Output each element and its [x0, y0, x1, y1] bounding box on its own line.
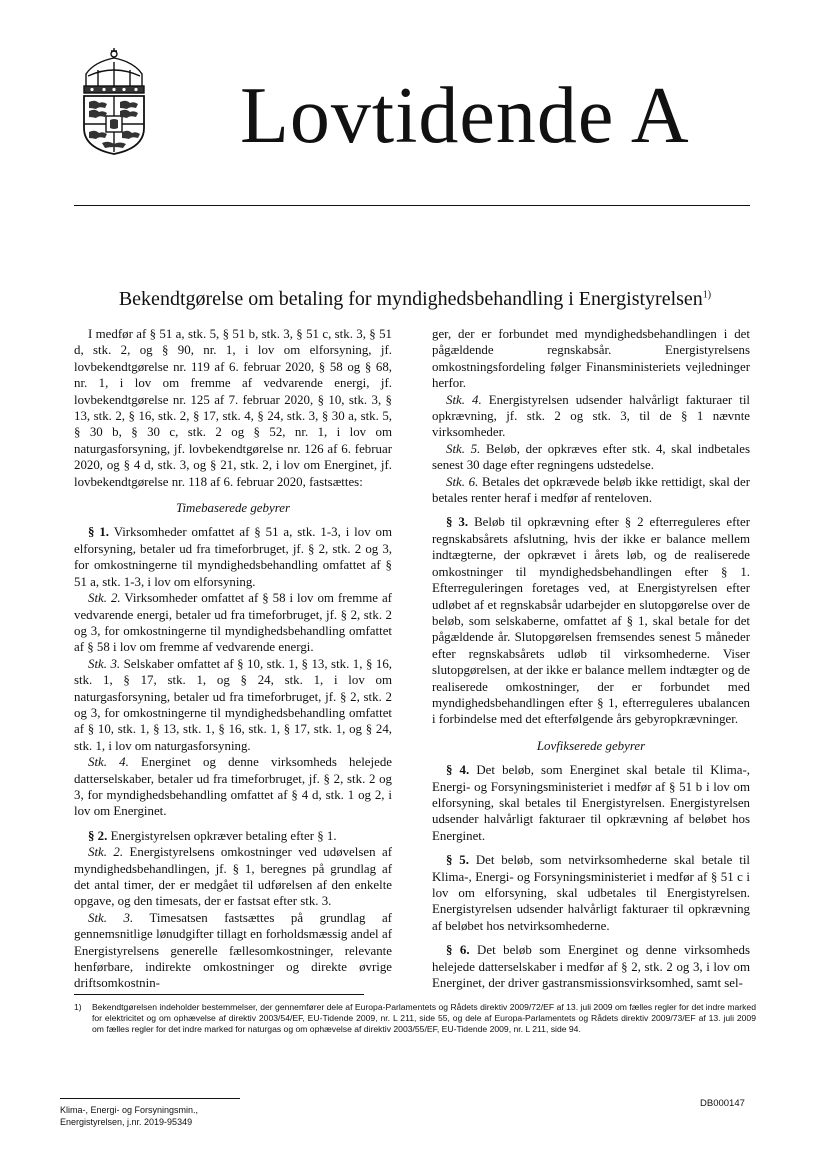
- stk-label: Stk. 4.: [88, 755, 129, 770]
- section-number-5: § 5.: [446, 853, 469, 868]
- ministry-line-1: Klima-, Energi- og Forsyningsmin.,: [60, 1105, 199, 1115]
- section-number-2: § 2.: [88, 828, 108, 843]
- paragraph-2-stk-3-continued: ger, der er forbundet med myndighedsbehandlingen i det pågældende regnskabsår. Energistyrelsens omkostningsfordeling følger Finansministeriets vejledninger herfor.: [432, 327, 750, 391]
- right-column: [432, 326, 750, 991]
- paragraph-4-text: Det beløb, som Energinet skal betale til Klima-, Energi- og Forsyningsministeriet i medfør af § 51 b i lov om elforsyning, skal betales til Energistyrelsen. Energistyrelsen udsender halvårligt fakturaer til opkrævning af beløbet hos Energinet.: [432, 763, 750, 843]
- masthead-rule: [74, 205, 750, 206]
- paragraph-text: Energistyrelsens omkostninger ved udøvelsen af myndighedsbehandlingen, jf. § 1, beregnes på grundlag af det antal timer, der er medgået til udførelsen af den enkelte opgave, og den timesats, der er fastsat efter stk. 3.: [74, 845, 392, 909]
- paragraph-2: [74, 828, 392, 844]
- paragraph-2-stk-5: [432, 441, 750, 474]
- stk-label: Stk. 2.: [88, 845, 124, 860]
- paragraph-1: [74, 524, 392, 590]
- paragraph-text: Energinet og denne virksomheds helejede datterselskaber, betaler ud fra timeforbruget, jf. § 2, stk. 2 og 3, for myndighedsbehandling omfattet af § 4 d, stk. 1 og 2, i lov om Energinet.: [74, 755, 392, 819]
- paragraph-text: Selskaber omfattet af § 10, stk. 1, § 13, stk. 1, § 16, stk. 1, § 17, stk. 1, og § 24, stk. 1, i lov om naturgasforsyning, betaler ud fra timeforbruget, jf. § 2, stk. 2 og 3, for omkostningerne til myndighedsbehandling omfattet af § 10, stk. 1, § 13, stk. 1, § 16, stk. 1, § 17, stk. 1, og § 24, stk. 1, i lov om naturgasforsyning.: [74, 656, 392, 753]
- paragraph-6: [432, 942, 750, 991]
- paragraph-2-stk-4: [432, 392, 750, 441]
- stk-label: Stk. 5.: [446, 441, 481, 456]
- footnote-rule: [74, 994, 364, 995]
- paragraph-4: [432, 762, 750, 844]
- title-footnote-mark: 1): [702, 289, 712, 301]
- section-number-1: § 1.: [88, 525, 110, 540]
- stk-label: Stk. 3.: [88, 656, 121, 671]
- stk-label: Stk. 2.: [88, 591, 121, 606]
- paragraph-text: Betales det opkrævede beløb ikke rettidigt, skal der betales renter heraf i medfør af renteloven.: [432, 474, 750, 506]
- paragraph-2-stk-6: [432, 474, 750, 507]
- paragraph-text: Timesatsen fastsættes på grundlag af gennemsnitlige lønudgifter tillagt en forholdsmæssig andel af Energistyrelsens generelle fællesomkostninger, relevante henførbare, indirekte omkostninger og direkte øvrige driftsomkostnin-: [74, 910, 392, 991]
- paragraph-1-text: Virksomheder omfattet af § 51 a, stk. 1-3, i lov om elforsyning, betaler ud fra timeforbruget, jf. § 2, stk. 2 og 3, for omkostningerne til myndighedsbehandling omfattet af § 51 a, stk. 1-3, i lov om elforsyning.: [74, 525, 393, 589]
- paragraph-5: [432, 852, 750, 934]
- paragraph-1-stk-2: [74, 590, 392, 656]
- ministry-line-2: Energistyrelsen, j.nr. 2019-95349: [60, 1117, 193, 1127]
- bottom-rule: [60, 1098, 240, 1099]
- left-column: [74, 326, 392, 992]
- paragraph-6-text: Det beløb som Energinet og denne virksomheds helejede datterselskaber i medfør af § 2, stk. 2 og 3, i lov om Energinet, der driver gastransmissionsvirksomhed, samt sel-: [432, 943, 750, 991]
- paragraph-text: Virksomheder omfattet af § 58 i lov om fremme af vedvarende energi, betaler ud fra timeforbruget, jf. § 2, stk. 2 og 3, for omkostningerne til myndighedsbehandling omfattet af § 58 i lov om fremme af vedvarende energi.: [74, 591, 392, 655]
- section-number-4: § 4.: [446, 763, 470, 778]
- document-title: [60, 288, 770, 311]
- document-title-text: Bekendtgørelse om betaling for myndighedsbehandling i Energistyrelsen: [118, 288, 703, 310]
- section-heading-lovfikserede: Lovfikserede gebyrer: [536, 738, 646, 753]
- section-number-6: § 6.: [446, 943, 470, 958]
- stk-label: Stk. 3.: [88, 910, 134, 925]
- section-number-3: § 3.: [446, 515, 469, 530]
- paragraph-3: [432, 514, 750, 727]
- paragraph-2-stk-2: [74, 844, 392, 910]
- paragraph-2-text: Energistyrelsen opkræver betaling efter § 1.: [110, 828, 337, 843]
- footnote-mark: 1): [74, 1002, 82, 1012]
- paragraph-3-text: Beløb til opkrævning efter § 2 efterreguleres efter regnskabsårets afslutning, hvis der ikke er balance mellem indtægterne, der opkrævet i årets løb, og de realiserede omkostninger til myndighedsbehandlingen efter § 1. Efterreguleringen foretages ved, at Energistyrelsen efter udløbet af et regnskabsår udarbejder en slutopgørelse over de beløb, som selskaberne, omfattet af § 1, skal betale for det pågældende år. Slutopgørelsen fremsendes senest 5 måneder efter regnskabsårets udløb til virksomhederne. Viser slutopgørelsen, at der ikke er balance mellem indtægter og de realiserede omkostninger, der er forbundet med myndighedsbehandlingen efter § 1, efterreguleres ubalancen i forbindelse med det efterfølgende års gebyropkrævninger.: [432, 515, 750, 727]
- section-heading-timebaserede: Timebaserede gebyrer: [176, 501, 290, 516]
- paragraph-text: Energistyrelsen udsender halvårligt fakturaer til opkrævning, jf. stk. 2 og stk. 3, til de § 1 nævnte virksomheder.: [432, 392, 750, 440]
- paragraph-text: Beløb, der opkræves efter stk. 4, skal indbetales senest 30 dage efter regningens udstedelse.: [432, 441, 750, 473]
- document-id: DB000147: [700, 1098, 745, 1109]
- paragraph-1-stk-3: [74, 656, 392, 754]
- paragraph-5-text: Det beløb, som netvirksomhederne skal betale til Klima-, Energi- og Forsyningsministeriet i medfør af § 51 c i lov om elforsyning, skal udbetales til Energistyrelsen. Energistyrelsen udsender halvårligt fakturaer til opkrævning af beløbet hos netvirksomhederne.: [432, 853, 750, 933]
- royal-coat-of-arms-icon: [74, 48, 154, 156]
- ministry-reference: [60, 1104, 198, 1128]
- paragraph-2-stk-3: [74, 910, 392, 992]
- masthead-title: Lovtidende A: [240, 72, 690, 160]
- footnote-text: Bekendtgørelsen indeholder bestemmelser, der gennemfører dele af Europa-Parlamentets og Rådets direktiv 2009/72/EF af 13. juli 2009 om fælles regler for det indre marked for elektricitet og om ophævelse af direktiv 2003/54/EF, EU-Tidende 2009, nr. L 211, side 55, og dele af Europa-Parlamentets og Rådets direktiv 2009/73/EF af 13. juli 2009 om fælles regler for det indre marked for naturgas og om ophævelse af direktiv 2003/55/EF, EU-Tidende 2009, nr. L 211, side 94.: [92, 1002, 756, 1034]
- stk-label: Stk. 6.: [446, 474, 479, 489]
- paragraph-1-stk-4: [74, 754, 392, 820]
- stk-label: Stk. 4.: [446, 392, 482, 407]
- footnote: [74, 1002, 756, 1035]
- preamble: I medfør af § 51 a, stk. 5, § 51 b, stk. 3, § 51 c, stk. 3, § 51 d, stk. 2, og § 90, nr. 1, i lov om elforsyning, jf. lovbekendtgørelse nr. 119 af 6. februar 2020, § 58 og § 68, nr. 1, i lov om fremme af vedvarende energi, jf. lovbekendtgørelse nr. 125 af 7. februar 2020, § 10, stk. 3, § 13, stk. 2, § 16, stk. 2, § 17, stk. 4, § 24, stk. 3, § 30 a, stk. 5, § 30 b, § 30 c, stk. 2 og § 52, nr. 1, i lov om naturgasforsyning, jf. lovbekendtgørelse nr. 126 af 6. februar 2020, og § 4 d, stk. 3, og § 21, stk. 2, i lov om Energinet, jf. lovbekendtgørelse nr. 118 af 6. februar 2020, fastsættes:: [74, 327, 392, 489]
